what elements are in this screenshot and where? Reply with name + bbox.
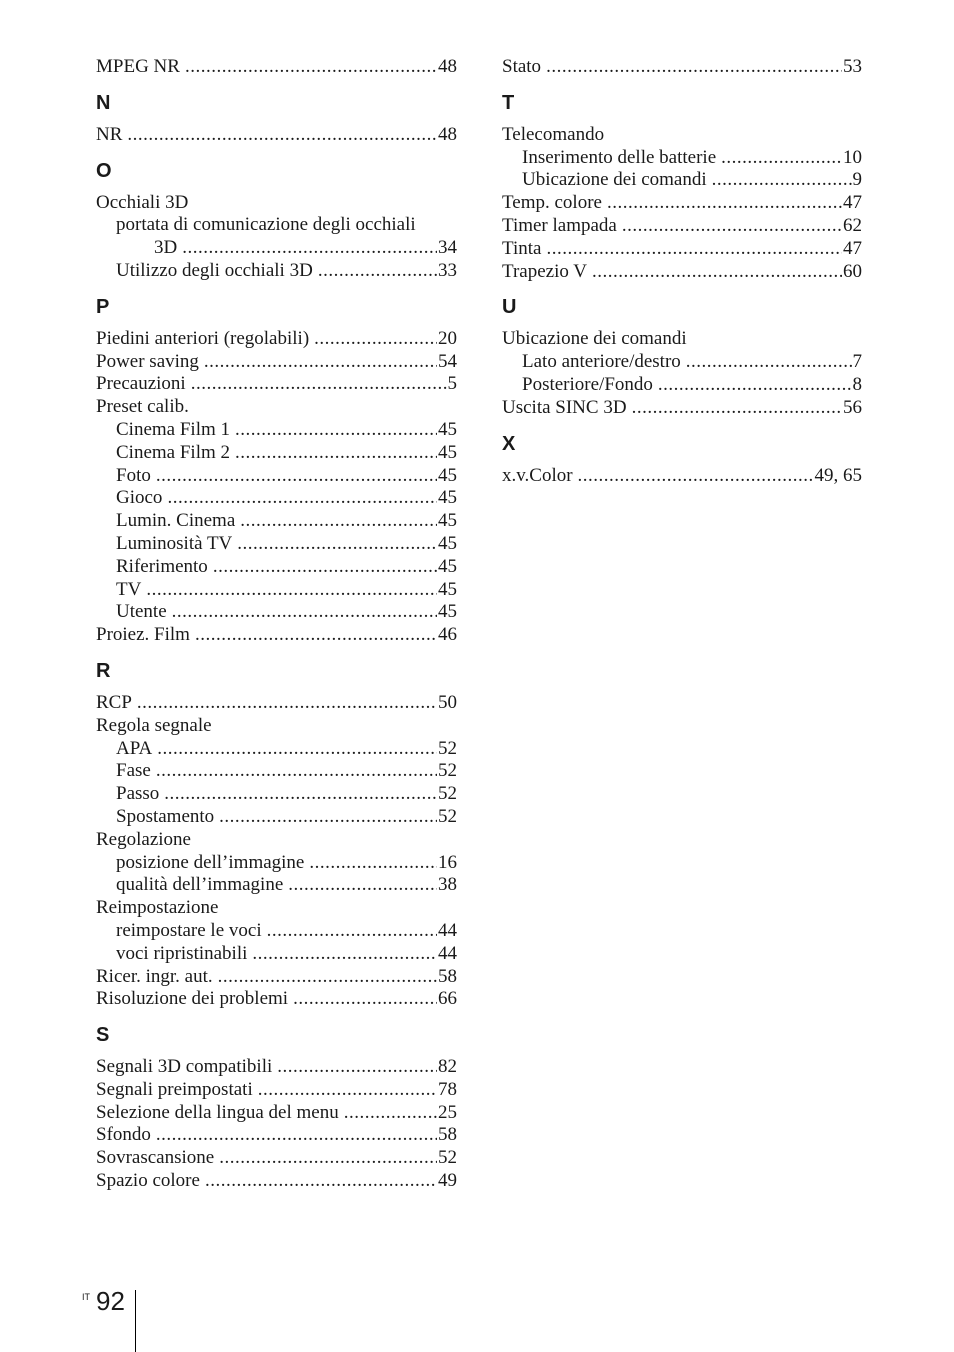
index-heading: Reimpostazione bbox=[96, 897, 219, 919]
section-letter-u: U bbox=[502, 296, 517, 319]
index-entry: Temp. colore ..... 47 bbox=[502, 192, 862, 215]
index-entry: 3D ..... 34 bbox=[96, 237, 457, 260]
index-entry: Gioco ..... 45 bbox=[96, 487, 457, 510]
index-entry: Utilizzo degli occhiali 3D ..... 33 bbox=[96, 260, 457, 283]
index-entry: Stato ..... 53 bbox=[502, 56, 862, 79]
index-heading: Regolazione bbox=[96, 828, 191, 850]
index-entry: Riferimento ..... 45 bbox=[96, 556, 457, 579]
index-entry: Ricer. ingr. aut. ..... 58 bbox=[96, 966, 457, 989]
index-entry: Lumin. Cinema ..... 45 bbox=[96, 510, 457, 533]
section-letter-t: T bbox=[502, 91, 515, 114]
index-entry: RCP ..... 50 bbox=[96, 692, 457, 715]
index-entry: Posteriore/Fondo ..... 8 bbox=[502, 374, 862, 397]
section-letter-n: N bbox=[96, 91, 111, 114]
index-entry: Lato anteriore/destro ..... 7 bbox=[502, 351, 862, 374]
index-entry: Uscita SINC 3D ..... 56 bbox=[502, 397, 862, 420]
footer-divider bbox=[135, 1290, 136, 1352]
index-entry: Power saving ..... 54 bbox=[96, 351, 457, 374]
index-entry: Spostamento ..... 52 bbox=[96, 806, 457, 829]
index-entry: Cinema Film 1 ..... 45 bbox=[96, 419, 457, 442]
index-entry: Segnali preimpostati ..... 78 bbox=[96, 1079, 457, 1102]
index-entry: Segnali 3D compatibili ..... 82 bbox=[96, 1056, 457, 1079]
index-heading: Telecomando bbox=[502, 123, 605, 145]
index-right-column bbox=[502, 56, 862, 487]
index-entry: Ubicazione dei comandi ..... 9 bbox=[502, 169, 862, 192]
index-entry: Spazio colore ..... 49 bbox=[96, 1170, 457, 1193]
index-heading: Preset calib. bbox=[96, 396, 189, 418]
index-entry: Selezione della lingua del menu ..... 25 bbox=[96, 1102, 457, 1125]
language-code: IT bbox=[82, 1292, 90, 1302]
index-entry: Fase ..... 52 bbox=[96, 760, 457, 783]
index-entry: Sovrascansione ..... 52 bbox=[96, 1147, 457, 1170]
index-entry: Timer lampada ..... 62 bbox=[502, 215, 862, 238]
index-entry: TV ..... 45 bbox=[96, 579, 457, 602]
index-entry: reimpostare le voci ..... 44 bbox=[96, 920, 457, 943]
index-entry: Cinema Film 2 ..... 45 bbox=[96, 442, 457, 465]
index-entry: Luminosità TV ..... 45 bbox=[96, 533, 457, 556]
index-entry: Risoluzione dei problemi ..... 66 bbox=[96, 988, 457, 1011]
section-letter-o: O bbox=[96, 159, 112, 182]
index-left-column bbox=[96, 56, 457, 1193]
index-heading: Regola segnale bbox=[96, 714, 212, 736]
index-entry: voci ripristinabili ..... 44 bbox=[96, 943, 457, 966]
index-entry: Sfondo ..... 58 bbox=[96, 1124, 457, 1147]
index-entry: Trapezio V ..... 60 bbox=[502, 261, 862, 284]
index-heading: Ubicazione dei comandi bbox=[502, 328, 687, 350]
section-letter-x: X bbox=[502, 432, 516, 455]
index-entry: Tinta ..... 47 bbox=[502, 238, 862, 261]
index-entry: APA ..... 52 bbox=[96, 738, 457, 761]
index-entry: NR ..... 48 bbox=[96, 124, 457, 147]
index-entry: Piedini anteriori (regolabili) ..... 20 bbox=[96, 328, 457, 351]
index-subheading: portata di comunicazione degli occhiali bbox=[116, 214, 416, 236]
section-letter-s: S bbox=[96, 1024, 110, 1047]
index-entry: Foto ..... 45 bbox=[96, 465, 457, 488]
index-entry: Inserimento delle batterie ..... 10 bbox=[502, 147, 862, 170]
index-entry: Precauzioni ..... 5 bbox=[96, 373, 457, 396]
index-entry: Utente ..... 45 bbox=[96, 601, 457, 624]
index-entry: posizione dell’immagine ..... 16 bbox=[96, 852, 457, 875]
index-entry: MPEG NR ..... 48 bbox=[96, 56, 457, 79]
page-number: 92 bbox=[96, 1286, 125, 1316]
index-heading: Occhiali 3D bbox=[96, 191, 189, 213]
section-letter-p: P bbox=[96, 295, 110, 318]
index-entry: qualità dell’immagine ..... 38 bbox=[96, 874, 457, 897]
section-letter-r: R bbox=[96, 659, 111, 682]
index-entry: Passo ..... 52 bbox=[96, 783, 457, 806]
index-entry: x.v.Color ..... 49, 65 bbox=[502, 465, 862, 488]
index-entry: Proiez. Film ..... 46 bbox=[96, 624, 457, 647]
